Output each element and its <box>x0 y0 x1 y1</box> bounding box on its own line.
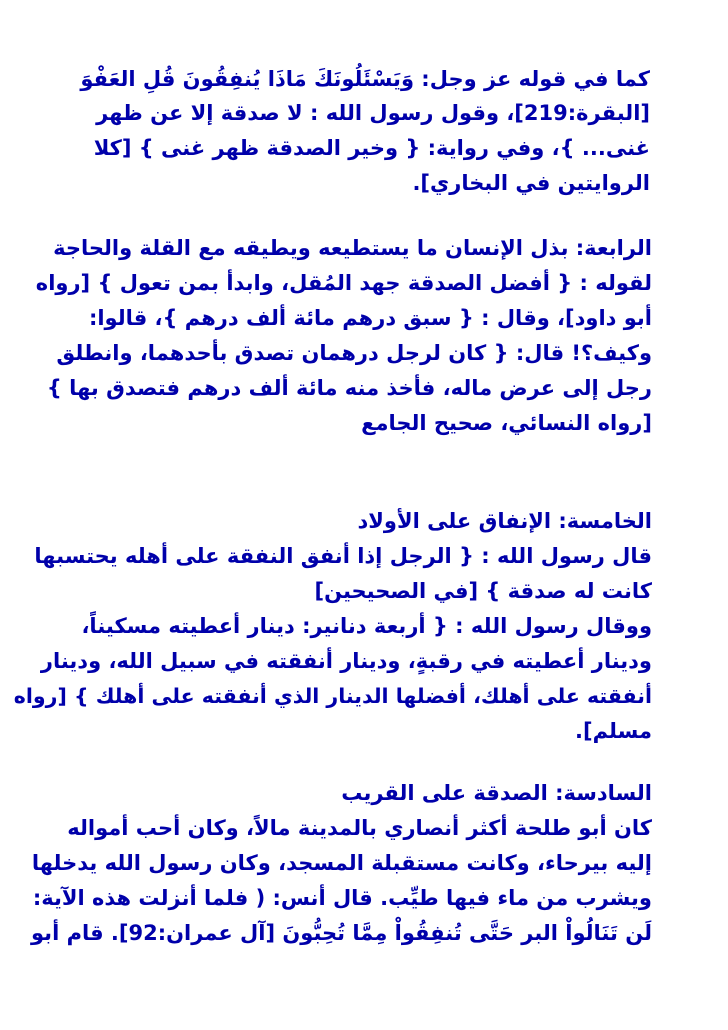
text-line: ووقال رسول الله : { أربعة دنانير: دينار أعطيته مسكيناً، <box>81 614 652 638</box>
text-line: كما في قوله عز وجل: وَيَسْئَلُونَكَ مَاذَا يُنفِقُونَ قُلِ العَفْوَ <box>80 67 650 91</box>
text-line: وكيف؟! قال: { كان لرجل درهمان تصدق بأحدهما، وانطلق <box>56 341 652 365</box>
text-line: ويشرب من ماء فيها طيِّب. قال أنس: ( فلما أنزلت هذه الآية: <box>32 886 652 910</box>
section-heading-sixth: السادسة: الصدقة على القريب <box>341 781 652 805</box>
text-line: ودينار أعطيته في رقبةٍ، ودينار أنفقته في سبيل الله، ودينار <box>40 649 652 673</box>
text-line: كانت له صدقة } [في الصحيحين] <box>314 579 652 603</box>
text-line: [رواه النسائي، صحيح الجامع <box>361 411 652 435</box>
text-line: رجل إلى عرض ماله، فأخذ منه مائة ألف درهم فتصدق بها } <box>46 376 652 400</box>
text-line: كان أبو طلحة أكثر أنصاري بالمدينة مالاً، وكان أحب أمواله <box>67 816 652 840</box>
section-heading-fifth: الخامسة: الإنفاق على الأولاد <box>357 509 652 533</box>
text-line: مسلم]. <box>575 719 652 743</box>
text-line: لَن تَنَالُواْ البر حَتَّى تُنفِقُواْ مِمَّا تُحِبُّونَ [آل عمران:92]. قام أبو <box>31 921 652 945</box>
text-line: الروايتين في البخاري]. <box>412 171 650 195</box>
text-line: أنفقته على أهلك، أفضلها الدينار الذي أنفقته على أهلك } [رواه <box>13 684 652 708</box>
section-heading-fourth: الرابعة: بذل الإنسان ما يستطيعه ويطيقه مع القلة والحاجة <box>53 236 652 260</box>
text-line: قال رسول الله : { الرجل إذا أنفق النفقة على أهله يحتسبها <box>34 544 652 568</box>
text-line: غنى... }، وفي رواية: { وخير الصدقة ظهر غنى } [كلا <box>93 136 650 160</box>
text-line: إليه بيرحاء، وكانت مستقبلة المسجد، وكان رسول الله يدخلها <box>31 851 652 875</box>
text-line: [البقرة:219]، وقول رسول الله : لا صدقة إلا عن ظهر <box>96 101 650 125</box>
text-line: لقوله : { أفضل الصدقة جهد المُقل، وابدأ بمن تعول } [رواه <box>35 271 652 295</box>
text-line: أبو داود]، وقال : { سبق درهم مائة ألف درهم }، قالوا: <box>88 306 652 330</box>
